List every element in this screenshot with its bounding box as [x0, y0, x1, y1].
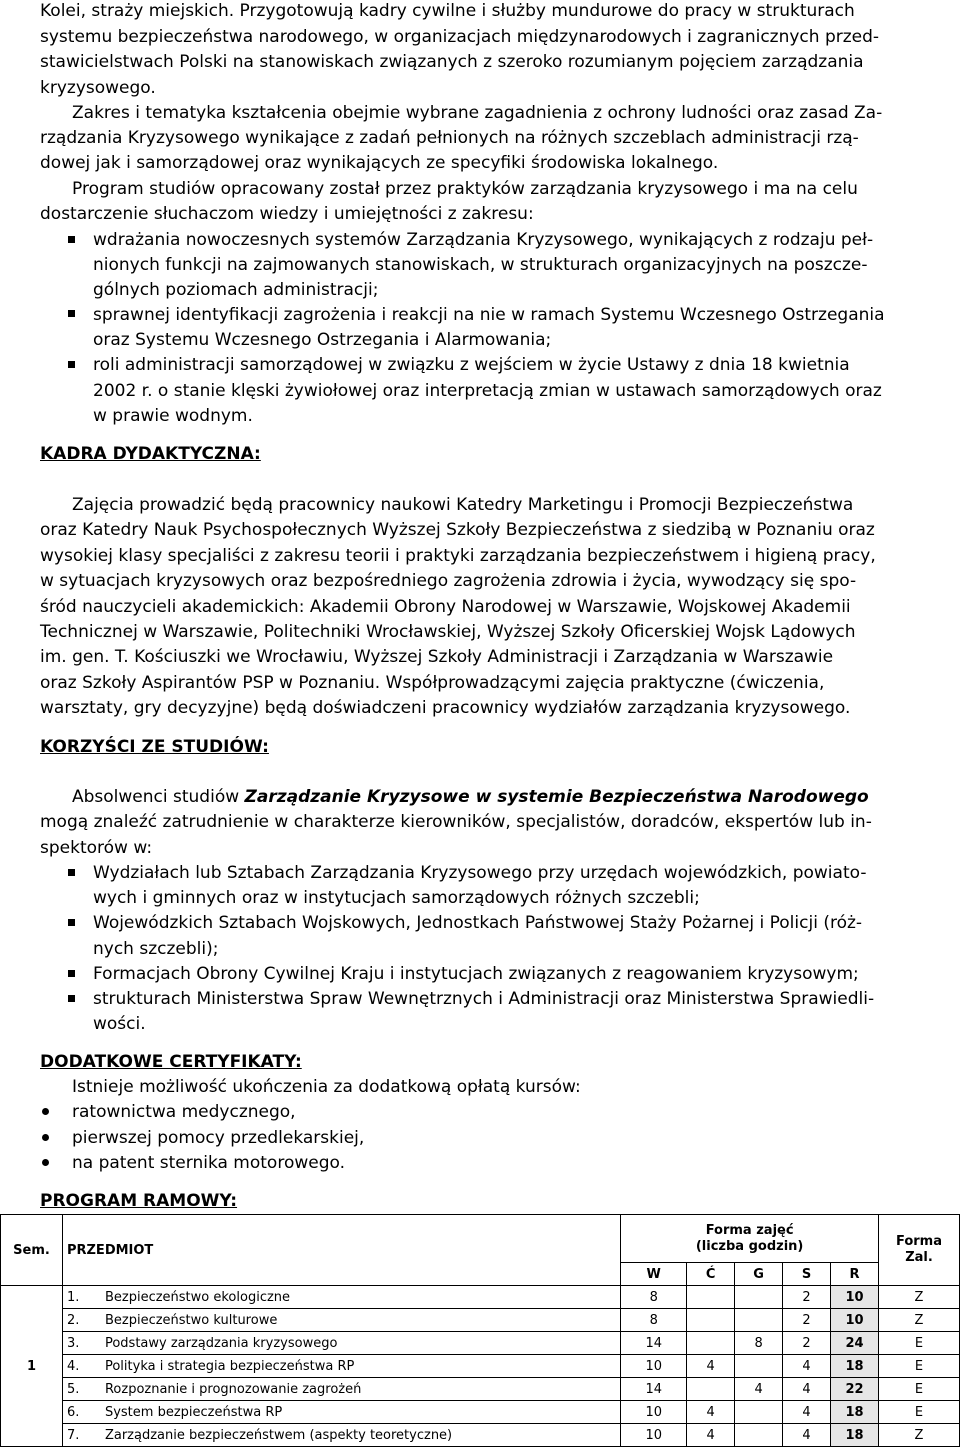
paragraph-line: Zakres i tematyka kształcenia obejmie wybrane zagadnienia z ochrony ludności oraz zasad Za- — [72, 103, 883, 123]
subject-name: Bezpieczeństwo kulturowe — [104, 1312, 278, 1328]
square-bullet-icon — [68, 970, 75, 977]
hours-cell-w: 8 — [621, 1309, 687, 1332]
hours-cell-g — [735, 1401, 783, 1424]
hours-cell-c — [687, 1286, 735, 1309]
hours-cell-g: 8 — [735, 1332, 783, 1355]
row-number: 3. — [66, 1335, 80, 1351]
zal-cell: E — [878, 1378, 959, 1401]
header-forma-zajec — [621, 1215, 879, 1263]
section-heading-korzysci: KORZYŚCI ZE STUDIÓW: — [40, 737, 269, 757]
list-item-line: gólnych poziomach administracji; — [93, 280, 379, 300]
paragraph-line: stawicielstwach Polski na stanowiskach związanych z szeroko rozumianym pojęciem zarządzania — [40, 52, 864, 72]
zal-cell: E — [878, 1401, 959, 1424]
table-row — [1, 1309, 960, 1332]
list-item-line: oraz Systemu Wczesnego Ostrzegania i Alarmowania; — [93, 330, 552, 350]
hours-cell-r: 10 — [831, 1286, 879, 1309]
header-sem: Sem. — [1, 1215, 63, 1286]
row-number: 7. — [66, 1427, 80, 1443]
subject-name: Zarządzanie bezpieczeństwem (aspekty teoretyczne) — [104, 1427, 453, 1443]
hours-cell-r: 18 — [831, 1424, 879, 1447]
program-table — [0, 1214, 960, 1447]
subject-name: Podstawy zarządzania kryzysowego — [104, 1335, 338, 1351]
header-forma-zal: Forma Zal. — [878, 1215, 959, 1286]
hours-cell-g — [735, 1309, 783, 1332]
row-number: 6. — [66, 1404, 80, 1420]
hours-cell-g — [735, 1424, 783, 1447]
list-item-line: nych szczebli); — [93, 939, 219, 959]
paragraph-line: Kolei, straży miejskich. Przygotowują kadry cywilne i służby mundurowe do pracy w strukturach — [40, 1, 855, 21]
hours-cell-c: 4 — [687, 1401, 735, 1424]
header-col-c: Ć — [687, 1263, 735, 1286]
table-row — [1, 1332, 960, 1355]
square-bullet-icon — [68, 236, 75, 243]
list-item-line: ratownictwa medycznego, — [72, 1102, 296, 1122]
hours-cell-g — [735, 1355, 783, 1378]
list-item-line: Wojewódzkich Sztabach Wojskowych, Jednostkach Państwowej Staży Pożarnej i Policji (róż- — [93, 913, 863, 933]
header-col-g: G — [735, 1263, 783, 1286]
row-number: 5. — [66, 1381, 80, 1397]
subject-name: System bezpieczeństwa RP — [104, 1404, 283, 1420]
list-item-line: na patent sternika motorowego. — [72, 1153, 346, 1173]
paragraph-line: warsztaty, gry decyzyjne) będą doświadczeni pracownicy wydziałów zarządzania kryzysowego. — [40, 698, 851, 718]
hours-cell-c: 4 — [687, 1424, 735, 1447]
intro-prefix: Absolwenci studiów — [72, 787, 245, 807]
hours-cell-s: 2 — [783, 1309, 831, 1332]
hours-cell-c — [687, 1378, 735, 1401]
section-heading-program: PROGRAM RAMOWY: — [40, 1191, 238, 1211]
hours-cell-s: 4 — [783, 1424, 831, 1447]
list-item-line: pierwszej pomocy przedlekarskiej, — [72, 1128, 365, 1148]
header-col-s: S — [783, 1263, 831, 1286]
hours-cell-s: 4 — [783, 1355, 831, 1378]
subject-name: Rozpoznanie i prognozowanie zagrożeń — [104, 1381, 362, 1397]
zal-cell: Z — [878, 1309, 959, 1332]
subject-cell — [62, 1332, 620, 1355]
paragraph-line: systemu bezpieczeństwa narodowego, w organizacjach międzynarodowych i zagranicznych przed- — [40, 27, 880, 47]
hours-cell-r: 10 — [831, 1309, 879, 1332]
header-col-r: R — [831, 1263, 879, 1286]
paragraph-line: wysokiej klasy specjaliści z zakresu teorii i praktyki zarządzania bezpieczeństwem i higieną pracy, — [40, 546, 876, 566]
header-liczba-godzin-label: (liczba godzin) — [695, 1238, 804, 1254]
subject-cell — [62, 1355, 620, 1378]
list-item-line: Wydziałach lub Sztabach Zarządzania Kryzysowego przy urzędach wojewódzkich, powiato- — [93, 863, 867, 883]
list-item-line: 2002 r. o stanie klęski żywiołowej oraz interpretacją zmian w ustawach samorządowych oraz — [93, 381, 882, 401]
paragraph-line: oraz Szkoły Aspirantów PSP w Poznaniu. Współprowadzącymi zajęcia praktyczne (ćwiczenia, — [40, 673, 825, 693]
hours-cell-w: 10 — [621, 1355, 687, 1378]
paragraph-line: rządzania Kryzysowego wynikające z zadań pełnionych na różnych szczeblach administracji rzą- — [40, 128, 859, 148]
square-bullet-icon — [68, 361, 75, 368]
paragraph-line: Technicznej w Warszawie, Politechniki Wrocławskiej, Wyższej Szkoły Oficerskiej Wojsk Lądowych — [40, 622, 856, 642]
section-heading-kadra: KADRA DYDAKTYCZNA: — [40, 444, 261, 464]
list-item-line: w prawie wodnym. — [93, 406, 253, 426]
hours-cell-g: 4 — [735, 1378, 783, 1401]
subject-cell — [62, 1401, 620, 1424]
list-item-line: strukturach Ministerstwa Spraw Wewnętrznych i Administracji oraz Ministerstwa Sprawiedli- — [93, 989, 875, 1009]
paragraph-line: Istnieje możliwość ukończenia za dodatkową opłatą kursów: — [72, 1077, 581, 1097]
subject-cell — [62, 1378, 620, 1401]
hours-cell-r: 18 — [831, 1355, 879, 1378]
subject-cell — [62, 1309, 620, 1332]
round-bullet-icon — [42, 1159, 49, 1166]
hours-cell-w: 14 — [621, 1378, 687, 1401]
square-bullet-icon — [68, 919, 75, 926]
paragraph-line: Program studiów opracowany został przez praktyków zarządzania kryzysowego i ma na celu — [72, 179, 858, 199]
hours-cell-g — [735, 1286, 783, 1309]
table-row — [1, 1401, 960, 1424]
hours-cell-c — [687, 1309, 735, 1332]
paragraph-line: oraz Katedry Nauk Psychospołecznych Wyższej Szkoły Bezpieczeństwa z siedzibą w Poznaniu oraz — [40, 520, 875, 540]
hours-cell-s: 4 — [783, 1401, 831, 1424]
paragraph-line: Zajęcia prowadzić będą pracownicy naukowi Katedry Marketingu i Promocji Bezpieczeństwa — [72, 495, 854, 515]
list-item-line: wdrażania nowoczesnych systemów Zarządzania Kryzysowego, wynikających z rodzaju peł- — [93, 230, 874, 250]
section-heading-certyfikaty: DODATKOWE CERTYFIKATY: — [40, 1052, 302, 1072]
subject-name: Polityka i strategia bezpieczeństwa RP — [104, 1358, 355, 1374]
header-col-w: W — [621, 1263, 687, 1286]
zal-cell: Z — [878, 1424, 959, 1447]
paragraph-line: spektorów w: — [40, 838, 153, 858]
hours-cell-w: 8 — [621, 1286, 687, 1309]
paragraph-line: dostarczenie słuchaczom wiedzy i umiejętności z zakresu: — [40, 204, 534, 224]
hours-cell-w: 10 — [621, 1401, 687, 1424]
paragraph-line — [72, 787, 869, 807]
hours-cell-s: 2 — [783, 1286, 831, 1309]
hours-cell-s: 4 — [783, 1378, 831, 1401]
hours-cell-r: 18 — [831, 1401, 879, 1424]
hours-cell-c: 4 — [687, 1355, 735, 1378]
square-bullet-icon — [68, 869, 75, 876]
paragraph-line: mogą znaleźć zatrudnienie w charakterze kierowników, specjalistów, doradców, ekspertów lub in- — [40, 812, 872, 832]
row-number: 2. — [66, 1312, 80, 1328]
list-item-line: Formacjach Obrony Cywilnej Kraju i instytucjach związanych z reagowaniem kryzysowym; — [93, 964, 859, 984]
list-item-line: wych i gminnych oraz w instytucjach samorządowych różnych szczebli; — [93, 888, 700, 908]
list-item-line: sprawnej identyfikacji zagrożenia i reakcji na nie w ramach Systemu Wczesnego Ostrzegania — [93, 305, 885, 325]
table-row — [1, 1355, 960, 1378]
hours-cell-c — [687, 1332, 735, 1355]
zal-cell: E — [878, 1355, 959, 1378]
round-bullet-icon — [42, 1108, 49, 1115]
row-number: 1. — [66, 1289, 80, 1305]
subject-cell — [62, 1424, 620, 1447]
list-item-line: wości. — [93, 1014, 146, 1034]
round-bullet-icon — [42, 1134, 49, 1141]
hours-cell-r: 24 — [831, 1332, 879, 1355]
table-row — [1, 1378, 960, 1401]
zal-cell: Z — [878, 1286, 959, 1309]
table-row — [1, 1424, 960, 1447]
paragraph-line: kryzysowego. — [40, 78, 156, 98]
hours-cell-s: 2 — [783, 1332, 831, 1355]
paragraph-line: w sytuacjach kryzysowych oraz bezpośredniego zagrożenia zdrowia i życia, wywodzący się spo- — [40, 571, 857, 591]
paragraph-line: śród nauczycieli akademickich: Akademii Obrony Narodowej w Warszawie, Wojskowej Akademii — [40, 597, 851, 617]
square-bullet-icon — [68, 995, 75, 1002]
subject-name: Bezpieczeństwo ekologiczne — [104, 1289, 291, 1305]
hours-cell-w: 10 — [621, 1424, 687, 1447]
row-number: 4. — [66, 1358, 80, 1374]
list-item-line: roli administracji samorządowej w związku z wejściem w życie Ustawy z dnia 18 kwietnia — [93, 355, 850, 375]
subject-cell — [62, 1286, 620, 1309]
header-przedmiot: PRZEDMIOT — [62, 1215, 620, 1286]
paragraph-line: dowej jak i samorządowej oraz wynikających ze specyfiki środowiska lokalnego. — [40, 153, 719, 173]
program-title: Zarządzanie Kryzysowe w systemie Bezpieczeństwa Narodowego — [244, 787, 869, 807]
paragraph-line: im. gen. T. Kościuszki we Wrocławiu, Wyższej Szkoły Administracji i Zarządzania w Warszawie — [40, 647, 834, 667]
header-forma-zajec-label: Forma zajęć — [705, 1222, 794, 1238]
zal-cell: E — [878, 1332, 959, 1355]
hours-cell-r: 22 — [831, 1378, 879, 1401]
hours-cell-w: 14 — [621, 1332, 687, 1355]
square-bullet-icon — [68, 310, 75, 317]
list-item-line: nionych funkcji na zajmowanych stanowiskach, w strukturach organizacyjnych na poszcze- — [93, 255, 868, 275]
semester-cell: 1 — [1, 1286, 63, 1447]
table-row — [1, 1286, 960, 1309]
